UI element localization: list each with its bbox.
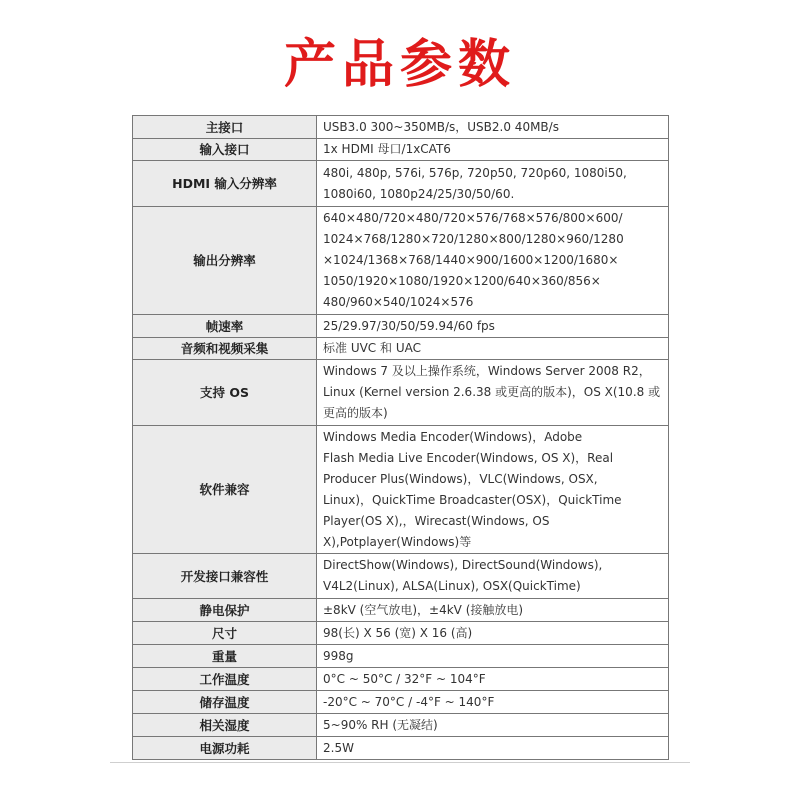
spec-label: 工作温度 [133,668,317,691]
table-row [133,207,669,315]
spec-value: 标准 UVC 和 UAC [317,338,669,360]
spec-label: 重量 [133,645,317,668]
spec-label: 音频和视频采集 [133,338,317,360]
table-row [133,554,669,599]
spec-value: Windows Media Encoder(Windows)，Adobe Flash Media Live Encoder(Windows, OS X)，Real Producer Plus(Windows)，VLC(Windows, OSX, Linux)，QuickTime Broadcaster(OSX)，QuickTime Player(OS X),，Wirecast(Windows, OS X),Potplayer(Windows)等 [317,426,669,554]
footer-divider [110,762,690,763]
table-row [133,161,669,207]
spec-value: 98(长) X 56 (宽) X 16 (高) [317,622,669,645]
spec-value: 998g [317,645,669,668]
table-row [133,714,669,737]
spec-label: 相关湿度 [133,714,317,737]
page-title: 产品参数 [283,35,516,95]
spec-value: 480i, 480p, 576i, 576p, 720p50, 720p60, 1080i50, 1080i60, 1080p24/25/30/50/60. [317,161,669,207]
table-row [133,426,669,554]
table-row [133,139,669,161]
table-row [133,116,669,139]
spec-value: 5~90% RH (无凝结) [317,714,669,737]
spec-label: 软件兼容 [133,426,317,554]
spec-label: 支持 OS [133,360,317,426]
table-row [133,691,669,714]
spec-value: USB3.0 300~350MB/s，USB2.0 40MB/s [317,116,669,139]
table-row [133,668,669,691]
table-row [133,645,669,668]
spec-label: 尺寸 [133,622,317,645]
spec-value: 640×480/720×480/720×576/768×576/800×600/ 1024×768/1280×720/1280×800/1280×960/1280 ×1024/1368×768/1440×900/1600×1200/1680× 1050/1920×1080/1920×1200/640×360/856× 480/960×540/1024×576 [317,207,669,315]
spec-label: 输出分辨率 [133,207,317,315]
spec-label: 帧速率 [133,315,317,338]
spec-value: -20°C ~ 70°C / -4°F ~ 140°F [317,691,669,714]
spec-label: HDMI 输入分辨率 [133,161,317,207]
spec-value: 1x HDMI 母口/1xCAT6 [317,139,669,161]
spec-label: 电源功耗 [133,737,317,760]
spec-value: Windows 7 及以上操作系统，Windows Server 2008 R2， Linux (Kernel version 2.6.38 或更高的版本)，OS X(10.8 或 更高的版本) [317,360,669,426]
spec-value: DirectShow(Windows), DirectSound(Windows), V4L2(Linux), ALSA(Linux), OSX(QuickTime) [317,554,669,599]
table-row [133,338,669,360]
spec-value: 25/29.97/30/50/59.94/60 fps [317,315,669,338]
spec-value: 2.5W [317,737,669,760]
spec-value: ±8kV (空气放电)，±4kV (接触放电) [317,599,669,622]
spec-table [132,115,669,760]
table-row [133,360,669,426]
table-row [133,737,669,760]
spec-label: 输入接口 [133,139,317,161]
table-row [133,315,669,338]
table-row [133,599,669,622]
spec-label: 开发接口兼容性 [133,554,317,599]
spec-label: 储存温度 [133,691,317,714]
spec-value: 0°C ~ 50°C / 32°F ~ 104°F [317,668,669,691]
table-row [133,622,669,645]
spec-label: 主接口 [133,116,317,139]
spec-label: 静电保护 [133,599,317,622]
